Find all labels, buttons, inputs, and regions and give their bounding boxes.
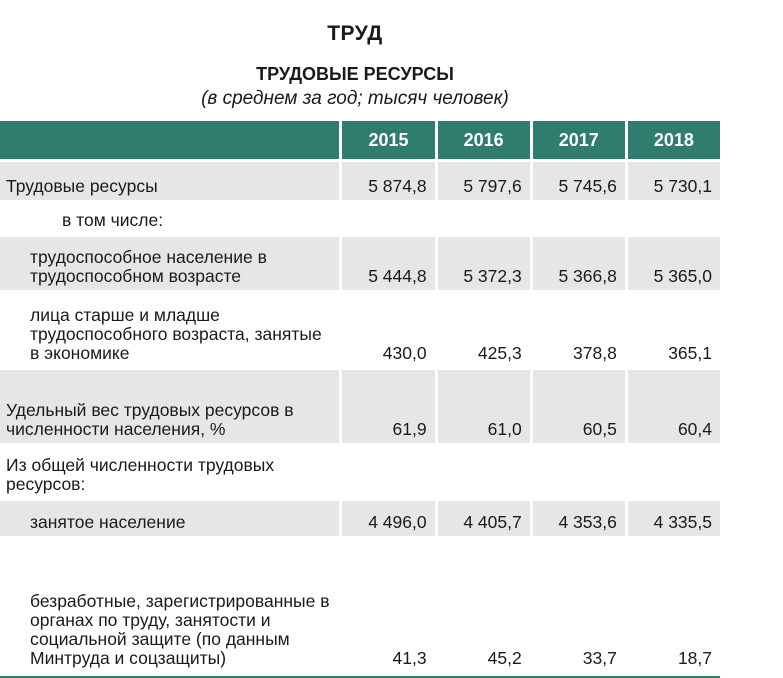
cell-value: 430,0 bbox=[339, 290, 434, 367]
header-year-2017: 2017 bbox=[530, 121, 625, 159]
cell-value bbox=[435, 200, 530, 234]
units-note: (в среднем за год; тысяч человек) bbox=[201, 88, 509, 109]
cell-value: 425,3 bbox=[435, 290, 530, 367]
cell-value: 5 730,1 bbox=[625, 159, 720, 200]
cell-value: 60,4 bbox=[625, 367, 720, 443]
cell-value: 61,9 bbox=[339, 367, 434, 443]
cell-value: 5 365,0 bbox=[625, 234, 720, 290]
table-row bbox=[0, 159, 720, 200]
cell-value: 5 797,6 bbox=[435, 159, 530, 200]
header-year-2016: 2016 bbox=[435, 121, 530, 159]
table-row bbox=[0, 200, 720, 234]
row-label: лица старше и младше трудоспособного возраста, занятые в экономике bbox=[0, 290, 339, 367]
cell-value: 18,7 bbox=[625, 536, 720, 672]
row-label: трудоспособное население в трудоспособном возрасте bbox=[0, 234, 339, 290]
row-label: Трудовые ресурсы bbox=[0, 159, 339, 200]
table-title: ТРУДОВЫЕ РЕСУРСЫ bbox=[256, 64, 454, 84]
cell-value: 4 405,7 bbox=[435, 498, 530, 536]
cell-value: 4 335,5 bbox=[625, 498, 720, 536]
cell-value bbox=[435, 443, 530, 498]
row-label: Из общей численности трудовых ресурсов: bbox=[0, 443, 339, 498]
cell-value bbox=[339, 200, 434, 234]
header-year-2018: 2018 bbox=[625, 121, 720, 159]
cell-value: 4 353,6 bbox=[530, 498, 625, 536]
row-label: Удельный вес трудовых ресурсов в численности населения, % bbox=[0, 367, 339, 443]
cell-value: 5 366,8 bbox=[530, 234, 625, 290]
table-row bbox=[0, 536, 720, 672]
header-year-2015: 2015 bbox=[339, 121, 434, 159]
table-row bbox=[0, 234, 720, 290]
labor-resources-table bbox=[0, 121, 720, 672]
cell-value: 5 444,8 bbox=[339, 234, 434, 290]
cell-value: 41,3 bbox=[339, 536, 434, 672]
cell-value: 365,1 bbox=[625, 290, 720, 367]
cell-value bbox=[625, 200, 720, 234]
header-row bbox=[0, 121, 720, 159]
cell-value: 378,8 bbox=[530, 290, 625, 367]
table-row bbox=[0, 443, 720, 498]
cell-value: 5 745,6 bbox=[530, 159, 625, 200]
cell-value: 45,2 bbox=[435, 536, 530, 672]
cell-value bbox=[625, 443, 720, 498]
cell-value: 5 874,8 bbox=[339, 159, 434, 200]
page-title: ТРУД bbox=[327, 22, 383, 45]
cell-value bbox=[530, 200, 625, 234]
cell-value bbox=[530, 443, 625, 498]
header-label-cell bbox=[0, 121, 339, 159]
row-label: безработные, зарегистрированные в органах по труду, занятости и социальной защите (по данным Минтруда и соцзащиты) bbox=[0, 536, 339, 672]
table-row bbox=[0, 367, 720, 443]
cell-value bbox=[339, 443, 434, 498]
cell-value: 61,0 bbox=[435, 367, 530, 443]
table-row bbox=[0, 290, 720, 367]
row-label: в том числе: bbox=[0, 200, 339, 234]
cell-value: 60,5 bbox=[530, 367, 625, 443]
cell-value: 33,7 bbox=[530, 536, 625, 672]
cell-value: 4 496,0 bbox=[339, 498, 434, 536]
cell-value: 5 372,3 bbox=[435, 234, 530, 290]
row-label: занятое население bbox=[0, 498, 339, 536]
table-row bbox=[0, 498, 720, 536]
